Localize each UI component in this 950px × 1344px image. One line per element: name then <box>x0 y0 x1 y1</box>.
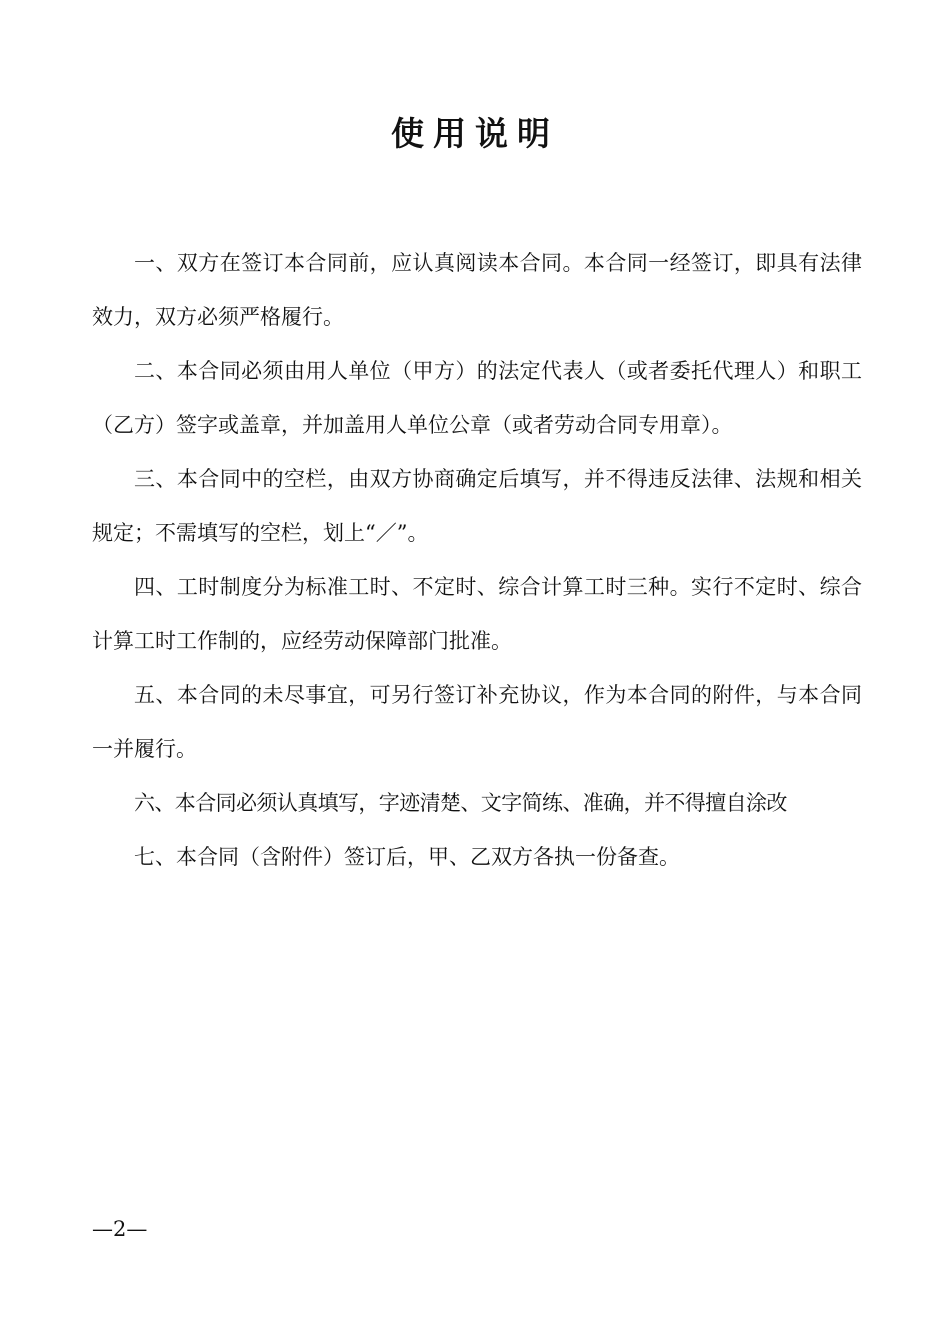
instruction-paragraph-6: 六、本合同必须认真填写，字迹清楚、文字简练、准确，并不得擅自涂改 <box>134 791 787 815</box>
instructions-body <box>92 236 862 884</box>
instruction-paragraph-3: 三、本合同中的空栏，由双方协商确定后填写，并不得违反法律、法规和相关规定；不需填写的空栏，划上“／”。 <box>92 467 862 545</box>
instruction-paragraph-2: 二、本合同必须由用人单位（甲方）的法定代表人（或者委托代理人）和职工（乙方）签字或盖章，并加盖用人单位公章（或者劳动合同专用章）。 <box>92 359 862 437</box>
instruction-paragraph-4: 四、工时制度分为标准工时、不定时、综合计算工时三种。实行不定时、综合计算工时工作制的，应经劳动保障部门批准。 <box>92 575 862 653</box>
instruction-paragraph-5: 五、本合同的未尽事宜，可另行签订补充协议，作为本合同的附件，与本合同一并履行。 <box>92 683 862 761</box>
page-number: —2— <box>92 1217 148 1241</box>
page-title: 使用说明 <box>391 114 559 153</box>
instruction-paragraph-7: 七、本合同（含附件）签订后，甲、乙双方各执一份备查。 <box>134 845 680 869</box>
instruction-paragraph-1: 一、双方在签订本合同前，应认真阅读本合同。本合同一经签订，即具有法律效力，双方必须严格履行。 <box>92 251 862 329</box>
